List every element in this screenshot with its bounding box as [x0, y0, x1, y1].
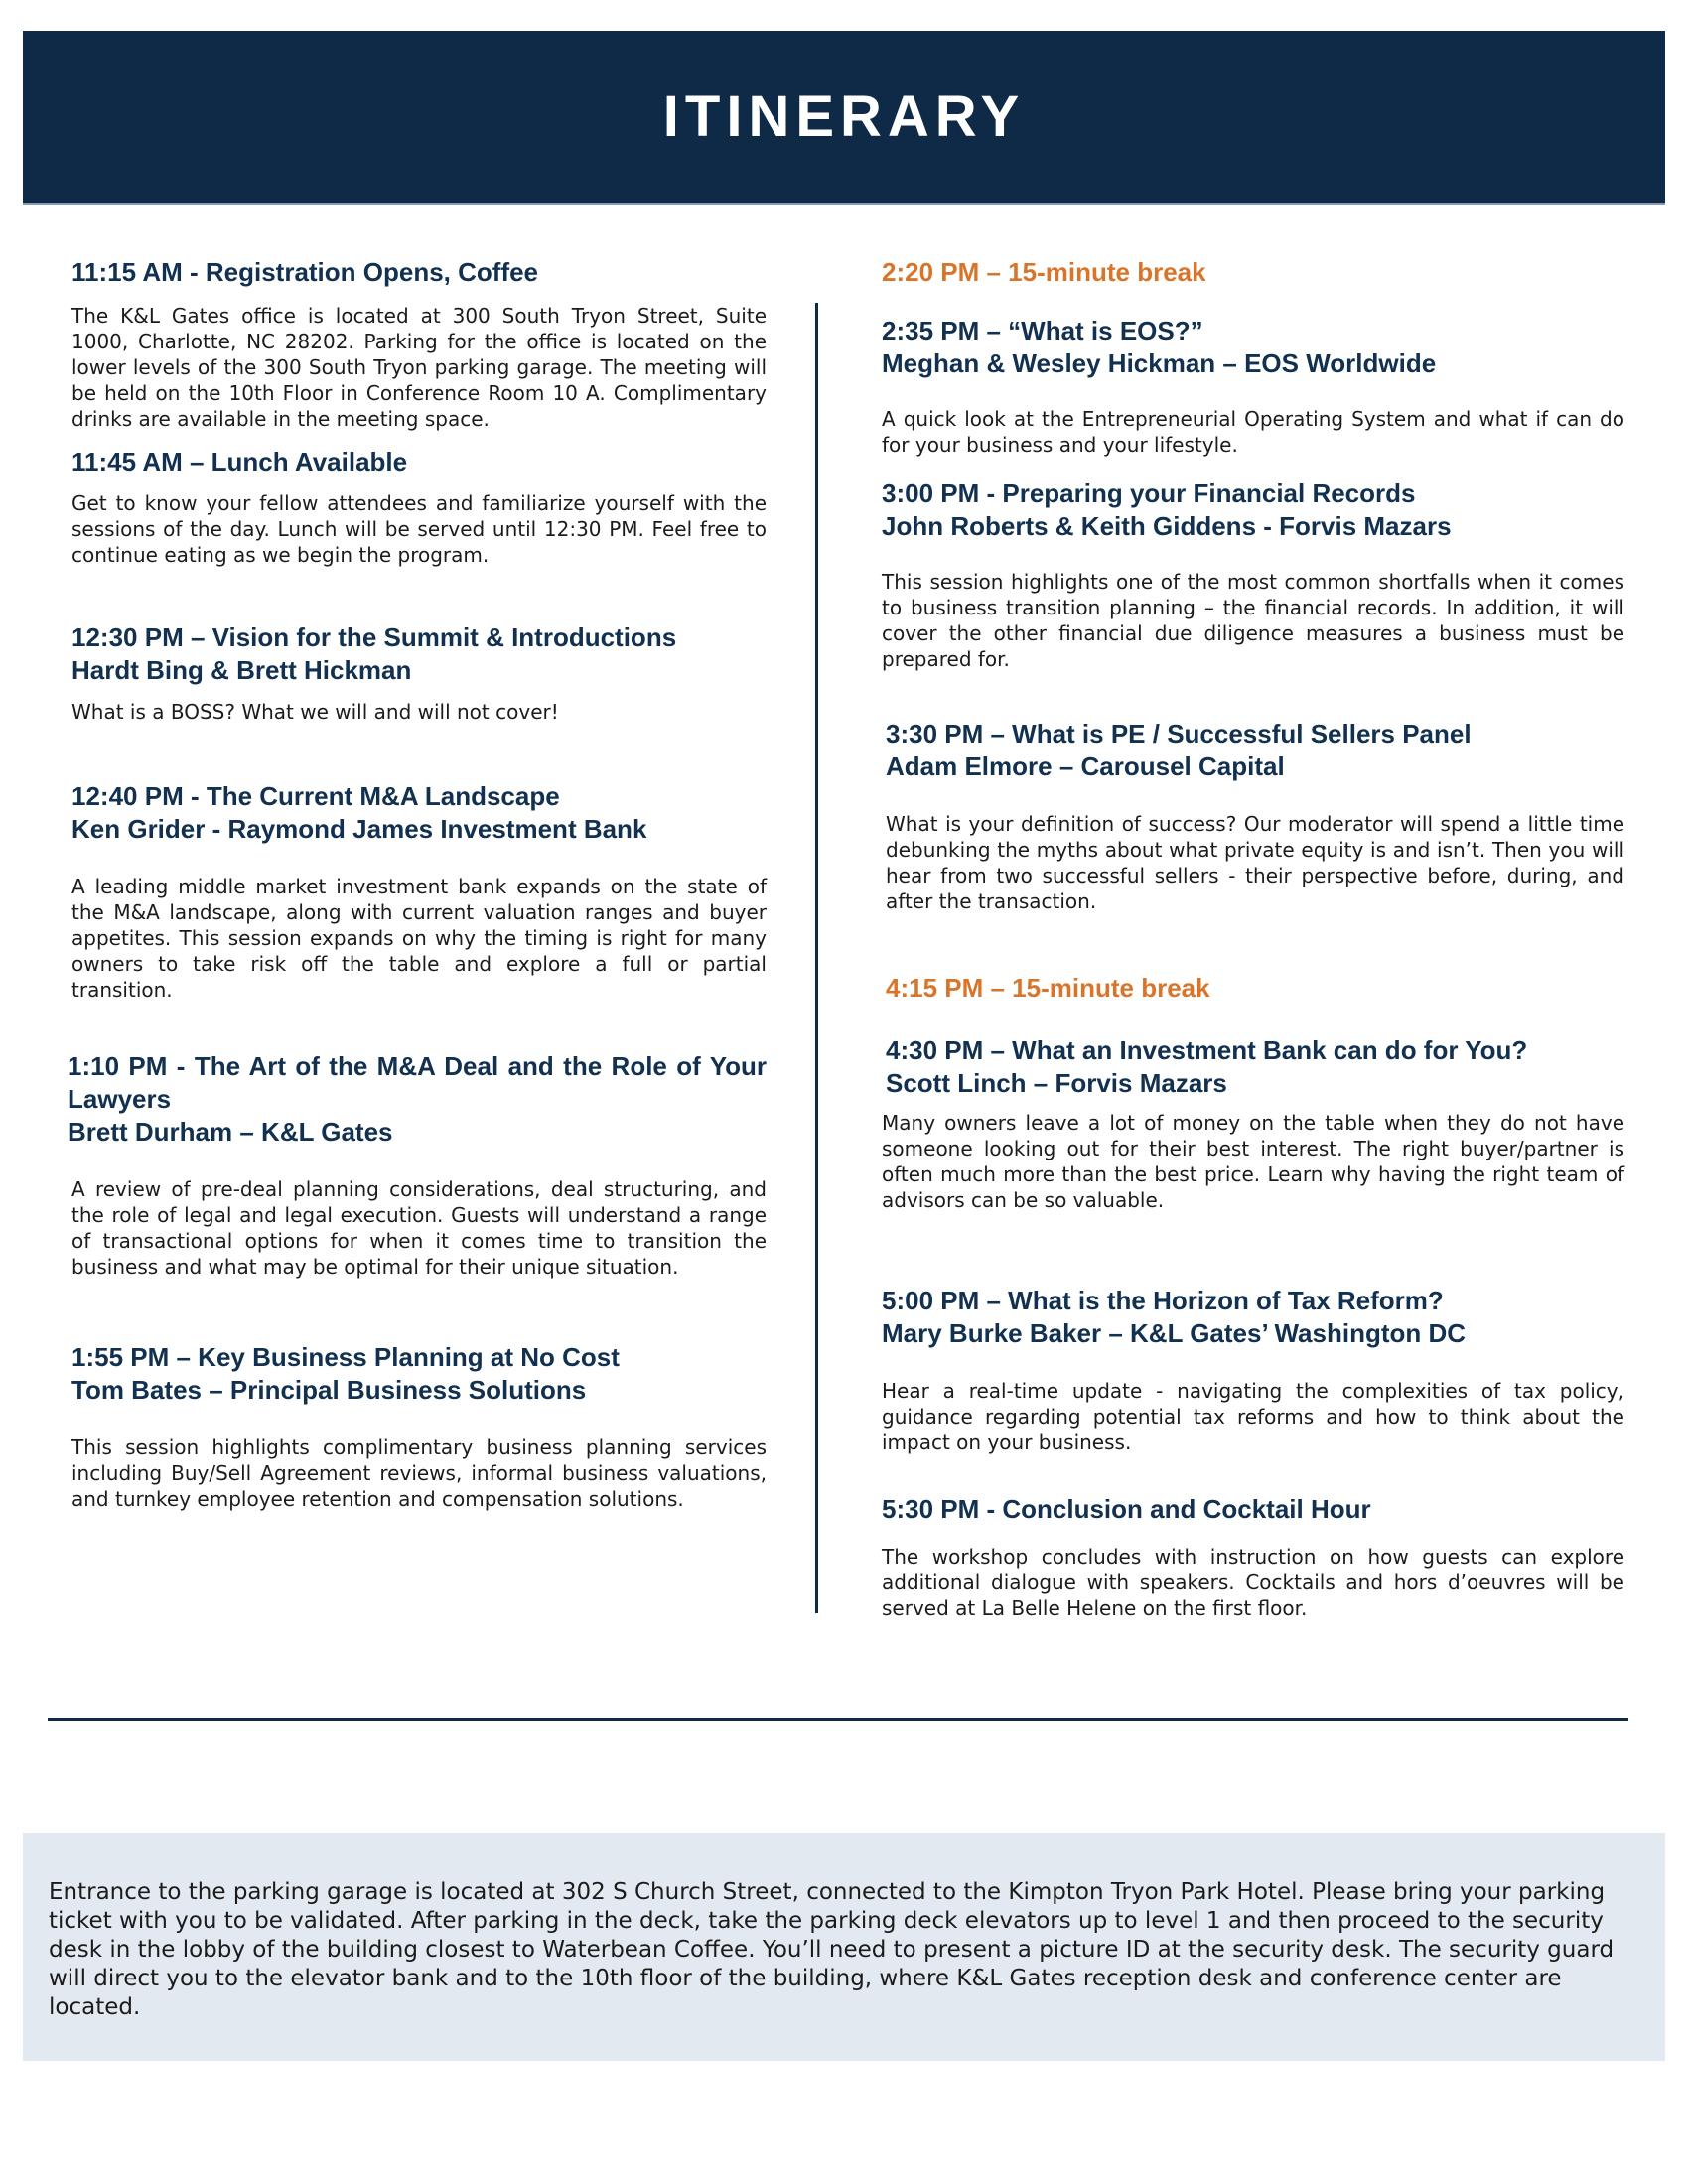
session-title: 5:00 PM – What is the Horizon of Tax Reform? Mary Burke Baker – K&L Gates’ Washington DC [882, 1286, 1467, 1348]
break-title: 4:15 PM – 15-minute break [886, 973, 1210, 1003]
bottom-divider [48, 1718, 1628, 1721]
session-description: The workshop concludes with instruction on how guests can explore additional dialogue with speakers. Cocktails and hors d’oeuvres will be served at La Belle Helene on the first floor. [882, 1545, 1624, 1620]
parking-instructions-box [23, 1833, 1665, 2061]
session-title: 4:30 PM – What an Investment Bank can do for You? Scott Linch – Forvis Mazars [886, 1035, 1528, 1098]
break-1 [882, 256, 1624, 289]
page-title: ITINERARY [662, 84, 1026, 149]
session-ma-deal [68, 1050, 767, 1280]
session-description: Many owners leave a lot of money on the table when they do not have someone looking out for their best interest. The right buyer/partner is often much more than the best price. Learn why having the right team of advisors can be so valuable. [882, 1111, 1624, 1212]
break-2 [886, 972, 1624, 1005]
session-title: 1:55 PM – Key Business Planning at No Cost Tom Bates – Principal Business Solutions [71, 1342, 620, 1405]
session-tax-reform [882, 1285, 1624, 1455]
left-column [68, 256, 767, 1512]
right-column [882, 256, 1624, 1621]
session-pe-panel [886, 718, 1624, 914]
break-title: 2:20 PM – 15-minute break [882, 257, 1206, 287]
session-title: 2:35 PM – “What is EOS?” Meghan & Wesley Hickman – EOS Worldwide [882, 316, 1437, 378]
session-description: This session highlights one of the most common shortfalls when it comes to business transition planning – the financial records. In addition, it will cover the other financial due diligence measures a business must be prepared for. [882, 570, 1624, 671]
session-description: A review of pre-deal planning considerations, deal structuring, and the role of legal and legal execution. Guests will understand a range of transactional options for when it comes time to transition the business and what may be optimal for their unique situation. [71, 1177, 767, 1279]
session-description: What is a BOSS? What we will and will not cover! [71, 700, 559, 724]
session-title: 1:10 PM - The Art of the M&A Deal and the Role of Your Lawyers Brett Durham – K&L Gates [68, 1051, 767, 1147]
session-description: What is your definition of success? Our moderator will spend a little time debunking the myths about what private equity is and isn’t. Then you will hear from two successful sellers - their perspective before, during, and after the transaction. [886, 812, 1624, 913]
session-registration [71, 256, 767, 432]
session-description: Get to know your fellow attendees and familiarize yourself with the sessions of the day. Lunch will be served until 12:30 PM. Feel free to continue eating as we begin the program. [71, 491, 767, 567]
session-description: This session highlights complimentary business planning services including Buy/Sell Agreement reviews, informal business valuations, and turnkey employee retention and compensation solutions. [71, 1435, 767, 1511]
session-description: A quick look at the Entrepreneurial Operating System and what if can do for your business and your lifestyle. [882, 407, 1624, 457]
session-ma-landscape [71, 780, 767, 1003]
parking-instructions-text: Entrance to the parking garage is located at 302 S Church Street, connected to the Kimpton Tryon Park Hotel. Please bring your parking ticket with you to be validated. After parking in the deck, take the parking deck elevators up to level 1 and then proceed to the security desk in the lobby of the building closest to Waterbean Coffee. You’ll need to present a picture ID at the security desk. The security guard will direct you to the elevator bank and to the 10th floor of the building, where K&L Gates reception desk and conference center are located. [49, 1879, 1615, 2020]
session-title: 11:15 AM - Registration Opens, Coffee [71, 257, 539, 287]
session-financial-records [882, 478, 1624, 672]
session-conclusion [882, 1493, 1624, 1621]
session-description: The K&L Gates office is located at 300 South Tryon Street, Suite 1000, Charlotte, NC 28202. Parking for the office is located on the lower levels of the 300 South Tryon parking garage. The meeting will be held on the 10th Floor in Conference Room 10 A. Complimentary drinks are available in the meeting space. [71, 304, 767, 431]
session-title: 3:00 PM - Preparing your Financial Records John Roberts & Keith Giddens - Forvis Mazars [882, 478, 1452, 541]
session-lunch [71, 446, 767, 568]
session-eos [882, 315, 1624, 458]
session-title: 3:30 PM – What is PE / Successful Sellers Panel Adam Elmore – Carousel Capital [886, 719, 1472, 781]
column-divider [815, 303, 818, 1613]
session-title: 12:40 PM - The Current M&A Landscape Ken Grider - Raymond James Investment Bank [71, 781, 647, 844]
session-title: 5:30 PM - Conclusion and Cocktail Hour [882, 1494, 1371, 1524]
session-title: 11:45 AM – Lunch Available [71, 447, 408, 477]
session-investment-bank [882, 1034, 1624, 1213]
session-description: A leading middle market investment bank expands on the state of the M&A landscape, along with current valuation ranges and buyer appetites. This session expands on why the timing is right for many owners to take risk off the table and explore a full or partial transition. [71, 875, 767, 1002]
session-description: Hear a real-time update - navigating the complexities of tax policy, guidance regarding potential tax reforms and how to think about the impact on your business. [882, 1379, 1624, 1454]
session-business-planning [71, 1341, 767, 1512]
session-vision [71, 621, 767, 725]
session-title: 12:30 PM – Vision for the Summit & Introductions Hardt Bing & Brett Hickman [71, 622, 677, 685]
header-banner [23, 31, 1665, 205]
